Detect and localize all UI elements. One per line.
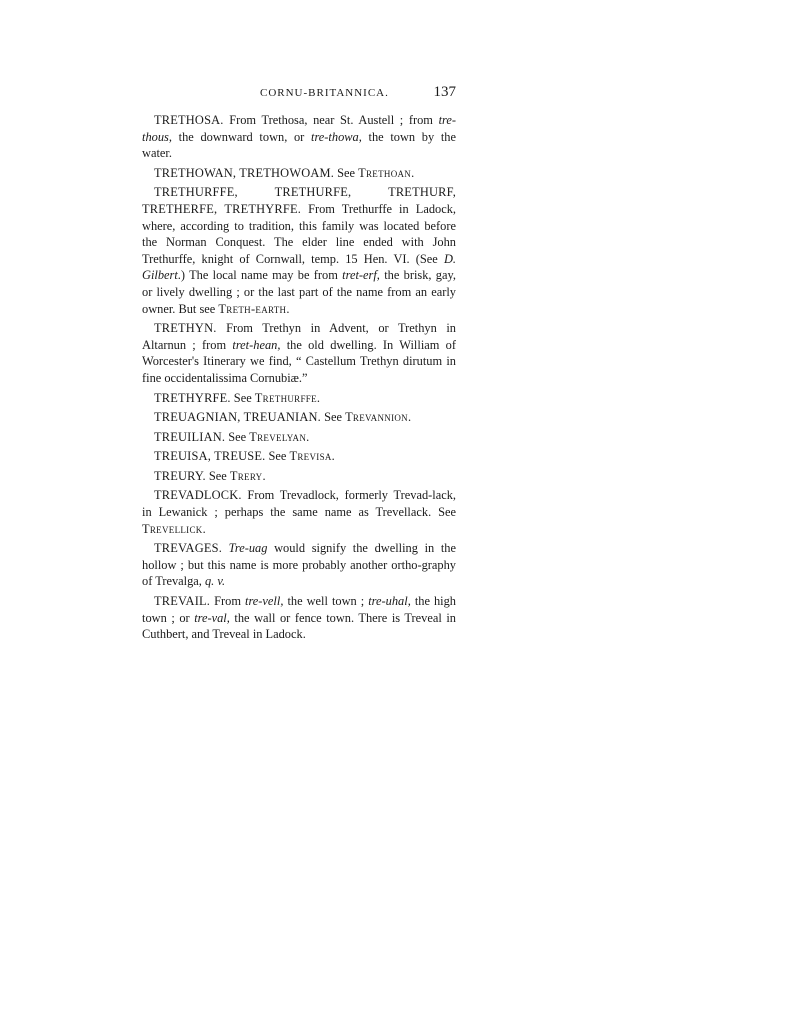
entry-text: the high town ; or [142,594,457,625]
entry-italic: D. Gilbert [142,251,456,283]
page-header [142,84,456,104]
entry-text: . [331,449,335,464]
cross-reference: Trethoan [358,165,412,180]
cross-reference: Treth-earth [218,301,287,316]
entry-trethowan [142,165,456,182]
entry-text: the old dwelling. In William of Worcester's Itinerary we find, “ Castellum Trethyn dirutum in fine occidentalissima Cornubiæ.” [142,337,456,385]
entry-text: From Trevadlock, formerly Trevad-lack, in Lewanick ; perhaps the same name as Trevellack. See [142,488,456,520]
entry-text: See [320,410,346,425]
entry-trevages [142,540,456,590]
entry-treury [142,468,456,485]
entry-italic: q. v. [204,574,226,589]
entry-text: . [411,165,415,180]
entry-text: would signify the dwelling in the hollow ; but this name is more probably another ortho-graphy of Trevalga, [142,541,456,589]
entry-text: . [202,521,206,536]
entry-text: . [262,468,266,483]
entry-treuilian [142,429,456,446]
entry-trethosa [142,112,456,162]
headword: TREUILIAN. [154,429,226,444]
headword: TRETHURFFE, TRETHURFE, TRETHURF, TRETHERFE, TRETHYRFE. [142,185,456,216]
entry-text: the brisk, gay, or lively dwelling ; or the last part of the name from an early owner. But see [142,268,456,316]
entry-italic: tret-hean, [232,337,281,352]
entry-italic: tre-thous, [142,113,456,144]
entry-text: the well town ; [283,594,369,609]
entry-trevadlock [142,487,456,537]
entry-italic: tre-thowa, [311,129,362,144]
entry-text: . [306,429,310,444]
cross-reference: Trethurffe [254,390,317,405]
entry-trethyrfe [142,390,456,407]
cross-reference: Trevannion [345,410,408,425]
entry-text: .) The local name may be from [177,268,343,283]
entry-text: See [334,165,359,180]
running-head: CORNU-BRITANNICA. [260,87,389,99]
headword: TRETHYN. [154,321,217,336]
page-number: 137 [433,84,456,100]
entry-text: From Trethyn in Advent, or Trethyn in Altarnun ; from [142,321,456,352]
entry-text: . [286,301,290,316]
cross-reference: Trevelyan [249,429,307,444]
entry-trethurffe [142,184,456,317]
headword: TREVAGES. [154,541,223,556]
cross-reference: Trevellick [142,521,203,536]
headword: TRETHOSA. [154,113,224,127]
entry-text: the town by the water. [142,129,456,161]
entry-trethyn [142,320,456,386]
headword: TRETHOWAN, TRETHOWOAM. [154,165,335,180]
headword: TREUAGNIAN, TREUANIAN. [154,410,321,425]
entry-trevail [142,593,456,643]
entry-text: the wall or fence town. There is Treveal in Cuthbert, and Treveal in Ladock. [142,610,456,642]
entry-text: See [205,468,230,483]
cross-reference: Trevisa [289,449,332,464]
entry-italic: tre-val, [194,610,230,625]
entry-text: See [265,449,290,464]
entry-text: See [230,390,255,405]
entry-text: See [225,429,250,444]
entry-treuisa [142,448,456,465]
entry-text: the downward town, or [171,129,311,144]
entry-italic: tre-vell, [245,594,284,609]
headword: TREUISA, TREUSE. [154,449,266,464]
entry-text: From [210,594,245,609]
entry-italic: Tre-uag [228,541,268,556]
headword: TREVAIL. [154,594,211,609]
entry-text: From Trethosa, near St. Austell ; from [223,113,439,127]
entry-text [222,541,229,555]
headword: TREVADLOCK. [154,488,242,503]
entry-text: . [407,410,412,425]
entry-text: . [316,390,320,405]
headword: TRETHYRFE. [154,390,231,405]
entry-italic: tre-uhal, [368,594,411,609]
book-page [142,84,456,646]
cross-reference: Trery [229,468,263,483]
entry-text: From Trethurffe in Ladock, where, according to tradition, this family was located before the Norman Conquest. The elder line ended with John Trethurffe, knight of Cornwall, temp. 15 Hen. VI. (See [142,201,456,266]
entry-italic: tret-erf, [342,268,380,283]
headword: TREURY. [154,468,206,483]
entry-treuagnian [142,409,456,426]
